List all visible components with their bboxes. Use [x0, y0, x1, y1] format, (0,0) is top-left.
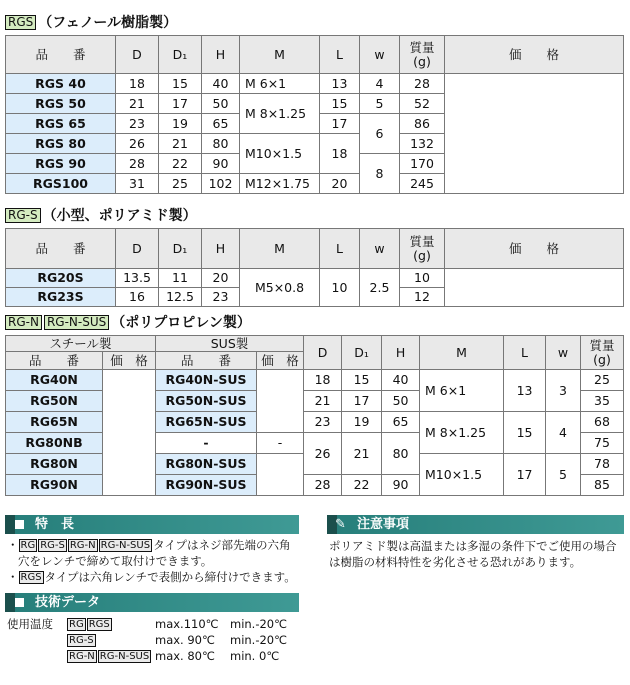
- sus-part-number: -: [156, 433, 257, 454]
- cell-mass: 52: [400, 94, 445, 114]
- header-d: D: [304, 336, 342, 370]
- cell-h: 65: [202, 114, 240, 134]
- temp-max: max. 90℃: [155, 633, 215, 647]
- header-mass: 質量 (g): [400, 36, 445, 74]
- cell-w: 5: [546, 454, 581, 496]
- feature-line-1: ・ RG RG-S RG-N RG-N-SUS タイプはネジ部先端の六角: [7, 538, 291, 552]
- sus-price: -: [257, 433, 304, 454]
- cell-mass: 10: [400, 269, 445, 288]
- cell-mass: 12: [400, 288, 445, 307]
- sus-part-number: RG90N-SUS: [156, 475, 257, 496]
- sus-price: [257, 454, 304, 496]
- caution-line-1: ポリアミド製は高温または多湿の条件下でご使用の場合: [329, 539, 617, 553]
- spec-table-rg-s: [5, 228, 624, 307]
- cell-mass: 85: [581, 475, 624, 496]
- type-tag: RG-N: [5, 315, 42, 330]
- cell-d1: 17: [159, 94, 202, 114]
- part-number: RGS 65: [6, 114, 116, 134]
- header-l: L: [320, 36, 360, 74]
- cell-h: 90: [382, 475, 420, 496]
- section-title-rg-s: [5, 207, 197, 225]
- cell-m: M 6×1: [420, 370, 504, 412]
- cell-h: 90: [202, 154, 240, 174]
- cell-mass: 28: [400, 74, 445, 94]
- type-tag: RG-S: [40, 540, 65, 551]
- features-title: 特 長: [35, 517, 75, 532]
- cell-d1: 17: [342, 391, 382, 412]
- part-number: RGS100: [6, 174, 116, 194]
- tech-data-title: 技術データ: [35, 595, 101, 610]
- part-number: RGS 80: [6, 134, 116, 154]
- cell-l: 10: [320, 269, 360, 307]
- header-w: w: [546, 336, 581, 370]
- header-name: 品 番: [6, 36, 116, 74]
- header-m: M: [420, 336, 504, 370]
- type-tag: RG: [20, 540, 36, 551]
- cell-price: [445, 74, 624, 194]
- part-number: RGS 90: [6, 154, 116, 174]
- cell-d: 26: [116, 134, 159, 154]
- feature-line-3: ・ RGS タイプは六角レンチで表側から締付けできます。: [7, 570, 296, 584]
- header-h: H: [202, 36, 240, 74]
- steel-part-number: RG80N: [6, 454, 103, 475]
- cell-d: 18: [116, 74, 159, 94]
- cell-d1: 25: [159, 174, 202, 194]
- cautions-banner: [327, 515, 624, 534]
- cell-d1: 22: [159, 154, 202, 174]
- header-m: M: [240, 229, 320, 269]
- cell-d1: 12.5: [159, 288, 202, 307]
- cell-d1: 15: [159, 74, 202, 94]
- type-tag: RG-S: [5, 208, 41, 223]
- header-d1: D₁: [342, 336, 382, 370]
- temp-min: min.-20℃: [230, 617, 288, 631]
- spec-table-rgs: [5, 35, 624, 194]
- header-price: 価 格: [445, 36, 624, 74]
- cell-mass: 86: [400, 114, 445, 134]
- header-steel-price: 価 格: [103, 352, 156, 370]
- cell-d: 23: [116, 114, 159, 134]
- temp-row-rg-s: [67, 632, 97, 648]
- header-w: w: [360, 229, 400, 269]
- cell-mass: 68: [581, 412, 624, 433]
- cell-m: M10×1.5: [420, 454, 504, 496]
- cell-w: 6: [360, 114, 400, 154]
- steel-part-number: RG90N: [6, 475, 103, 496]
- header-steel-name: 品 番: [6, 352, 103, 370]
- group-header-steel: スチール製: [6, 336, 156, 352]
- features-banner: [5, 515, 299, 534]
- cell-h: 50: [382, 391, 420, 412]
- part-number: RGS 50: [6, 94, 116, 114]
- cell-m: M 6×1: [240, 74, 320, 94]
- cell-mass: 25: [581, 370, 624, 391]
- part-number: RG20S: [6, 269, 116, 288]
- sus-part-number: RG80N-SUS: [156, 454, 257, 475]
- cell-d1: 19: [159, 114, 202, 134]
- cell-mass: 132: [400, 134, 445, 154]
- square-bullet-icon: [15, 598, 24, 607]
- type-tag: RG-S: [69, 635, 94, 646]
- section-title-rgs: [5, 14, 177, 32]
- cell-mass: 35: [581, 391, 624, 412]
- cell-l: 15: [504, 412, 546, 454]
- cell-mass: 75: [581, 433, 624, 454]
- temp-row-rg-rgs: [67, 616, 113, 632]
- cell-d: 31: [116, 174, 159, 194]
- section-title-rg-n: [5, 314, 251, 332]
- cell-w: 5: [360, 94, 400, 114]
- section-subtitle: （ポリプロピレン製）: [111, 315, 251, 331]
- cell-price: [445, 269, 624, 307]
- pencil-icon: ✎: [335, 517, 346, 532]
- header-sus-price: 価 格: [257, 352, 304, 370]
- cell-d: 26: [304, 433, 342, 475]
- cell-l: 18: [320, 134, 360, 174]
- part-number: RG23S: [6, 288, 116, 307]
- cell-m: M10×1.5: [240, 134, 320, 174]
- part-number: RGS 40: [6, 74, 116, 94]
- cell-l: 17: [504, 454, 546, 496]
- header-d: D: [116, 36, 159, 74]
- cell-m: M5×0.8: [240, 269, 320, 307]
- header-d1: D₁: [159, 36, 202, 74]
- cell-d1: 21: [159, 134, 202, 154]
- section-subtitle: （小型、ポリアミド製）: [42, 208, 197, 224]
- cell-mass: 245: [400, 174, 445, 194]
- type-tag: RGS: [20, 572, 42, 583]
- cell-l: 15: [320, 94, 360, 114]
- header-mass: 質量 (g): [581, 336, 624, 370]
- cell-d: 16: [116, 288, 159, 307]
- header-l: L: [320, 229, 360, 269]
- cell-h: 40: [382, 370, 420, 391]
- header-h: H: [202, 229, 240, 269]
- group-header-sus: SUS製: [156, 336, 304, 352]
- cell-m: M 8×1.25: [240, 94, 320, 134]
- cell-d: 18: [304, 370, 342, 391]
- temp-max: max. 80℃: [155, 649, 215, 663]
- sus-part-number: RG65N-SUS: [156, 412, 257, 433]
- cell-w: 3: [546, 370, 581, 412]
- cell-h: 80: [382, 433, 420, 475]
- header-sus-name: 品 番: [156, 352, 257, 370]
- cell-d: 28: [304, 475, 342, 496]
- cell-d1: 19: [342, 412, 382, 433]
- cell-d: 21: [304, 391, 342, 412]
- sus-part-number: RG40N-SUS: [156, 370, 257, 391]
- cell-d: 23: [304, 412, 342, 433]
- header-mass: 質量 (g): [400, 229, 445, 269]
- type-tag: RG-N-SUS: [44, 315, 109, 330]
- spec-table-rg-n: [5, 335, 624, 496]
- temp-min: min. 0℃: [230, 649, 280, 663]
- cell-d: 21: [116, 94, 159, 114]
- cell-w: 4: [546, 412, 581, 454]
- temp-label: 使用温度: [7, 617, 53, 631]
- cell-w: 8: [360, 154, 400, 194]
- type-tag: RG-N-SUS: [100, 540, 151, 551]
- type-tag: RGS: [5, 15, 36, 30]
- temp-max: max.110℃: [155, 617, 219, 631]
- cell-h: 102: [202, 174, 240, 194]
- header-d1: D₁: [159, 229, 202, 269]
- tech-data-banner: [5, 593, 299, 612]
- cell-h: 80: [202, 134, 240, 154]
- sus-price: [257, 370, 304, 433]
- type-tag: RG: [69, 619, 84, 630]
- cell-m: M 8×1.25: [420, 412, 504, 454]
- cell-l: 13: [320, 74, 360, 94]
- header-m: M: [240, 36, 320, 74]
- sus-part-number: RG50N-SUS: [156, 391, 257, 412]
- type-tag: RG-N: [69, 651, 95, 662]
- steel-part-number: RG80NB: [6, 433, 103, 454]
- steel-part-number: RG40N: [6, 370, 103, 391]
- header-name: 品 番: [6, 229, 116, 269]
- type-tag: RG-N-SUS: [99, 651, 150, 662]
- cell-w: 2.5: [360, 269, 400, 307]
- steel-part-number: RG65N: [6, 412, 103, 433]
- square-bullet-icon: [15, 520, 24, 529]
- cell-d1: 22: [342, 475, 382, 496]
- feature-line-2: 穴をレンチで締めて取付けできます。: [18, 554, 213, 568]
- cell-mass: 170: [400, 154, 445, 174]
- cell-m: M12×1.75: [240, 174, 320, 194]
- type-tag: RG-N: [69, 540, 96, 551]
- steel-price: [103, 370, 156, 496]
- header-w: w: [360, 36, 400, 74]
- cell-w: 4: [360, 74, 400, 94]
- caution-line-2: は樹脂の材料特性を劣化させる恐れがあります。: [329, 555, 582, 569]
- cell-h: 50: [202, 94, 240, 114]
- temp-min: min.-20℃: [230, 633, 288, 647]
- cell-h: 65: [382, 412, 420, 433]
- temp-row-rg-n: [67, 648, 152, 664]
- steel-part-number: RG50N: [6, 391, 103, 412]
- cell-d1: 15: [342, 370, 382, 391]
- cell-l: 17: [320, 114, 360, 134]
- cell-l: 20: [320, 174, 360, 194]
- cell-d: 28: [116, 154, 159, 174]
- header-h: H: [382, 336, 420, 370]
- cell-mass: 78: [581, 454, 624, 475]
- cell-h: 20: [202, 269, 240, 288]
- cell-h: 23: [202, 288, 240, 307]
- header-d: D: [116, 229, 159, 269]
- header-l: L: [504, 336, 546, 370]
- cell-d1: 11: [159, 269, 202, 288]
- cautions-title: 注意事項: [357, 517, 410, 532]
- cell-d: 13.5: [116, 269, 159, 288]
- section-subtitle: （フェノール樹脂製）: [38, 15, 178, 31]
- header-price: 価 格: [445, 229, 624, 269]
- cell-l: 13: [504, 370, 546, 412]
- cell-d1: 21: [342, 433, 382, 475]
- type-tag: RGS: [88, 619, 110, 630]
- cell-h: 40: [202, 74, 240, 94]
